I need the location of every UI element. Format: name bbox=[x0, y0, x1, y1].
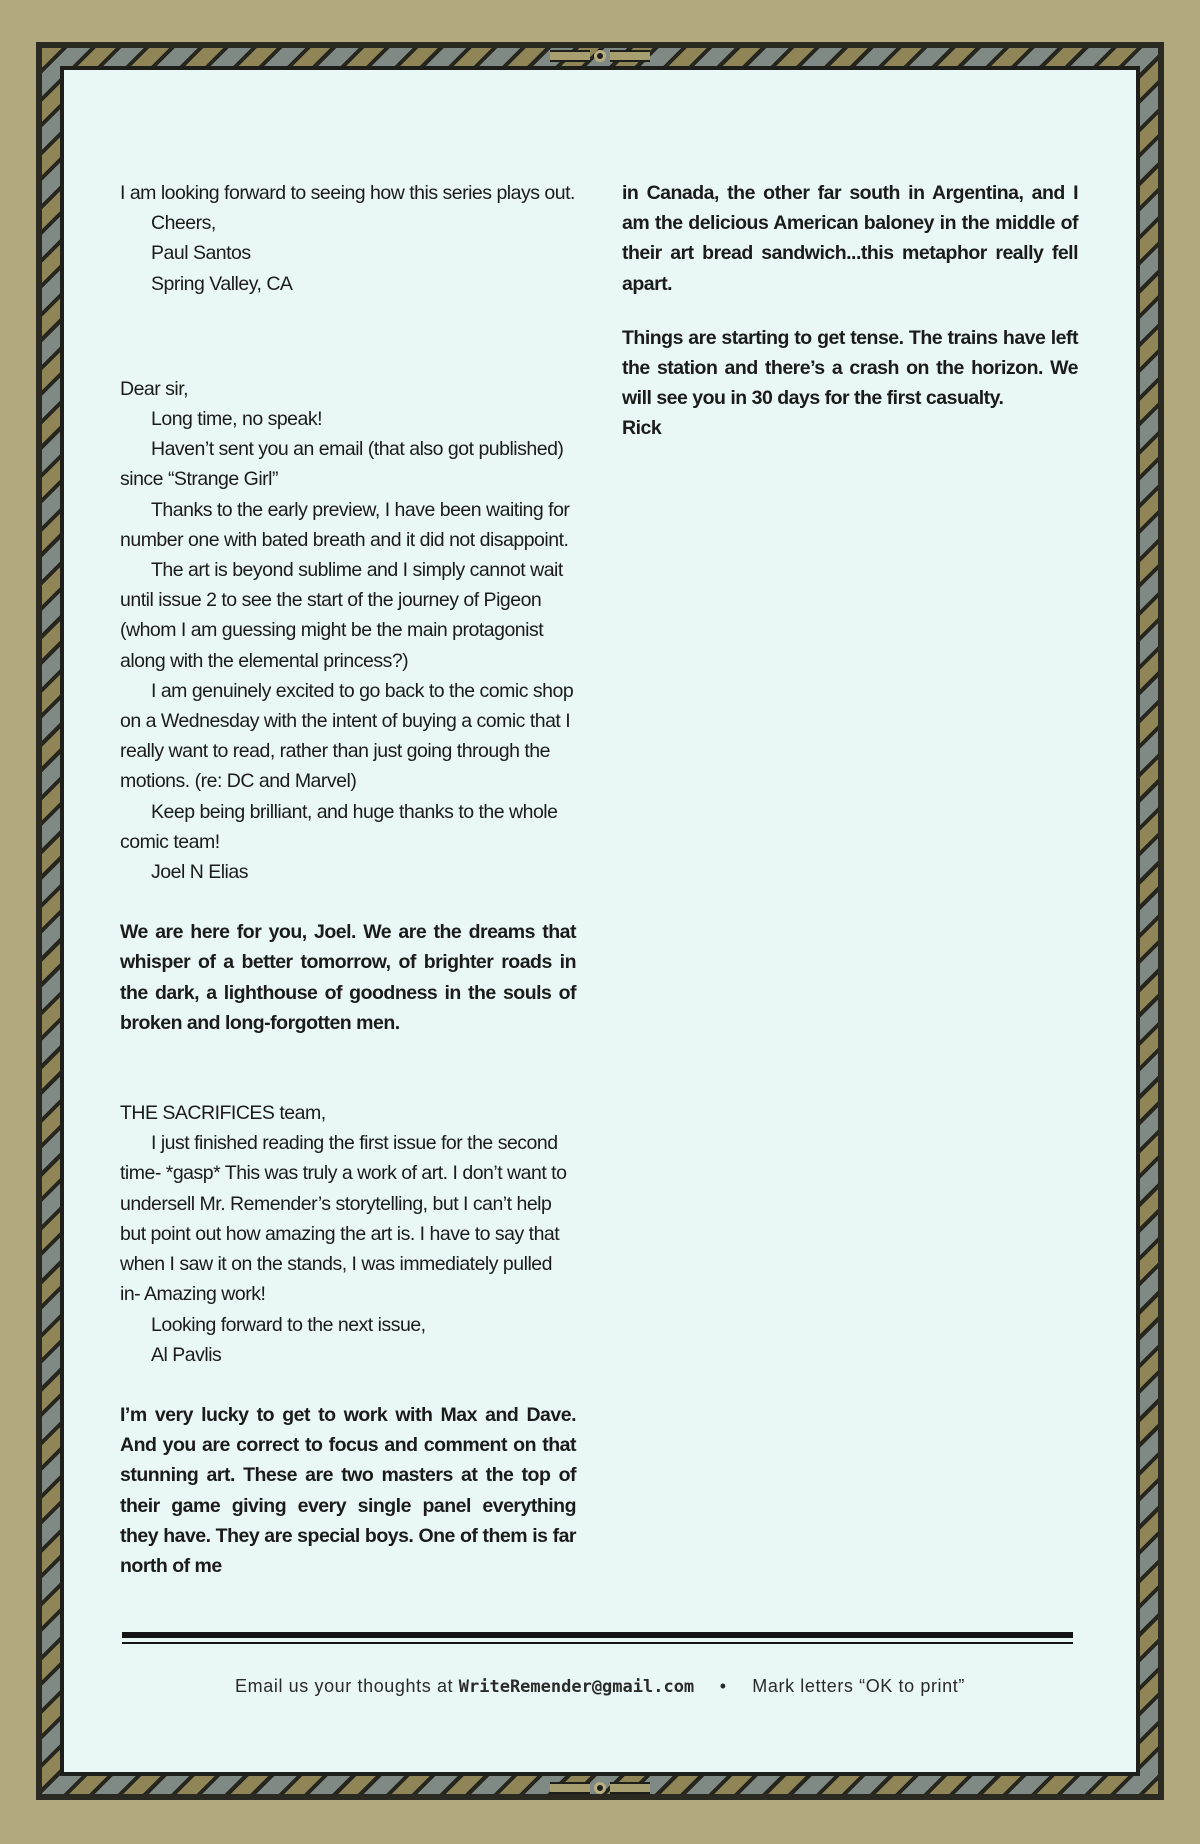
letter2-paragraph: Long time, no speak! bbox=[151, 408, 323, 431]
footer-email-link[interactable]: WriteRemender@gmail.com bbox=[458, 1677, 695, 1697]
letter2-paragraph: Thanks to the early preview, I have been waiting for number one with bated breath and it did not disappoint. bbox=[120, 498, 570, 551]
letter1-last-line: I am looking forward to seeing how this series plays out. bbox=[120, 182, 575, 204]
letter3-signature: Al Pavlis bbox=[151, 1343, 222, 1366]
bottom-ornament-icon bbox=[540, 1778, 660, 1798]
footer bbox=[64, 1676, 1136, 1697]
letter2-paragraph: The art is beyond sublime and I simply cannot wait until issue 2 to see the start of the journey of Pigeon (whom I am guessing might be the main protagonist along with the elemental princess?) bbox=[120, 559, 563, 672]
letter2-paragraph: I am genuinely excited to go back to the comic shop on a Wednesday with the intent of buying a comic that I really want to read, rather than just going through the motions. (re: DC and Marvel) bbox=[120, 679, 574, 793]
letter3-salutation: THE SACRIFICES team, bbox=[120, 1102, 326, 1125]
response-to-al-part2: in Canada, the other far south in Argentina, and I am the delicious American baloney in the middle of their art bread sandwich...this metaphor really fell apart. bbox=[622, 182, 1078, 295]
letter3-paragraph: I just finished reading the first issue for the second time- *gasp* This was truly a work of art. I don’t want to undersell Mr. Remender’s storytelling, but I can’t help but point out how amazing the art is. I have to say that when I saw it on the stands, I was immediately pulled in- Amazing work! bbox=[120, 1132, 567, 1306]
right-column bbox=[622, 178, 1078, 444]
closing-response: Things are starting to get tense. The trains have left the station and there’s a crash on the horizon. We will see you in 30 days for the first casualty. bbox=[622, 326, 1078, 410]
footer-rule-thick bbox=[122, 1632, 1073, 1638]
letter2-signature: Joel N Elias bbox=[151, 861, 248, 884]
footer-prefix: Email us your thoughts at bbox=[235, 1676, 454, 1696]
letter2-salutation: Dear sir, bbox=[120, 377, 189, 400]
response-to-joel: We are here for you, Joel. We are the dreams that whisper of a better tomorrow, of brighter roads in the dark, a lighthouse of goodness in the souls of broken and long-forgotten men. bbox=[120, 921, 576, 1034]
top-ornament-icon bbox=[540, 46, 660, 66]
left-column bbox=[120, 178, 576, 1581]
letter3-paragraph: Looking forward to the next issue, bbox=[151, 1313, 426, 1336]
letter1-signature: Paul Santos bbox=[151, 242, 251, 265]
footer-note: Mark letters “OK to print” bbox=[752, 1676, 965, 1696]
closing-signature: Rick bbox=[622, 417, 662, 440]
letter1-location: Spring Valley, CA bbox=[151, 272, 293, 295]
letter2-paragraph: Haven’t sent you an email (that also got published) since “Strange Girl” bbox=[120, 438, 564, 491]
letter1-signoff: Cheers, bbox=[151, 212, 216, 235]
footer-rule-thin bbox=[122, 1642, 1073, 1644]
response-to-al-part1: I’m very lucky to get to work with Max and Dave. And you are correct to focus and comment on that stunning art. These are two masters at the top of their game giving every single panel everything they have. They are special boys. One of them is far north of me bbox=[120, 1403, 576, 1577]
footer-bullet-icon: • bbox=[719, 1676, 727, 1696]
letter2-paragraph: Keep being brilliant, and huge thanks to the whole comic team! bbox=[120, 800, 558, 853]
